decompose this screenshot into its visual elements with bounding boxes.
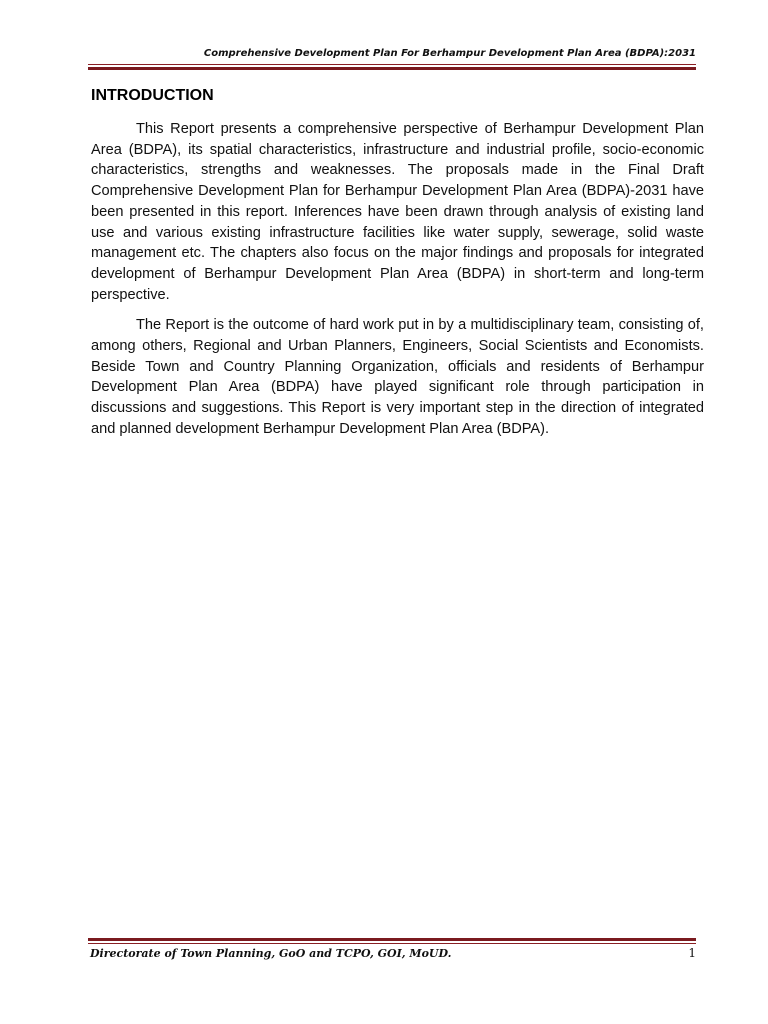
- footer-rule-thick: [88, 938, 696, 941]
- header-rule-thick: [88, 67, 696, 70]
- header-rule-thin: [88, 64, 696, 65]
- footer-rule-thin: [88, 943, 696, 944]
- footer-organization: Directorate of Town Planning, GoO and TCPO, GOI, MoUD.: [90, 947, 452, 960]
- paragraph-1: This Report presents a comprehensive perspective of Berhampur Development Plan Area (BDPA), its spatial characteristics, infrastructure and industrial profile, socio-economic characteristics, strengths and weaknesses. The proposals made in the Final Draft Comprehensive Development Plan for Berhampur Development Plan Area (BDPA)-2031 have been presented in this report. Inferences have been drawn through analysis of existing land use and various existing infrastructure facilities like water supply, sewerage, solid waste management etc. The chapters also focus on the major findings and proposals for integrated development of Berhampur Development Plan Area (BDPA) in short-term and long-term perspective.: [91, 121, 704, 303]
- paragraph-2: The Report is the outcome of hard work put in by a multidisciplinary team, consisting of, among others, Regional and Urban Planners, Engineers, Social Scientists and Economists. Beside Town and Country Planning Organization, officials and residents of Berhampur Development Plan Area (BDPA) have played significant role through participation in discussions and suggestions. This Report is very important step in the direction of integrated and planned development Berhampur Development Plan Area (BDPA).: [91, 317, 704, 437]
- section-heading: INTRODUCTION: [91, 87, 214, 104]
- page-number: 1: [688, 946, 696, 960]
- running-header: Comprehensive Development Plan For Berhampur Development Plan Area (BDPA):2031: [203, 48, 696, 59]
- page-body: [91, 86, 704, 450]
